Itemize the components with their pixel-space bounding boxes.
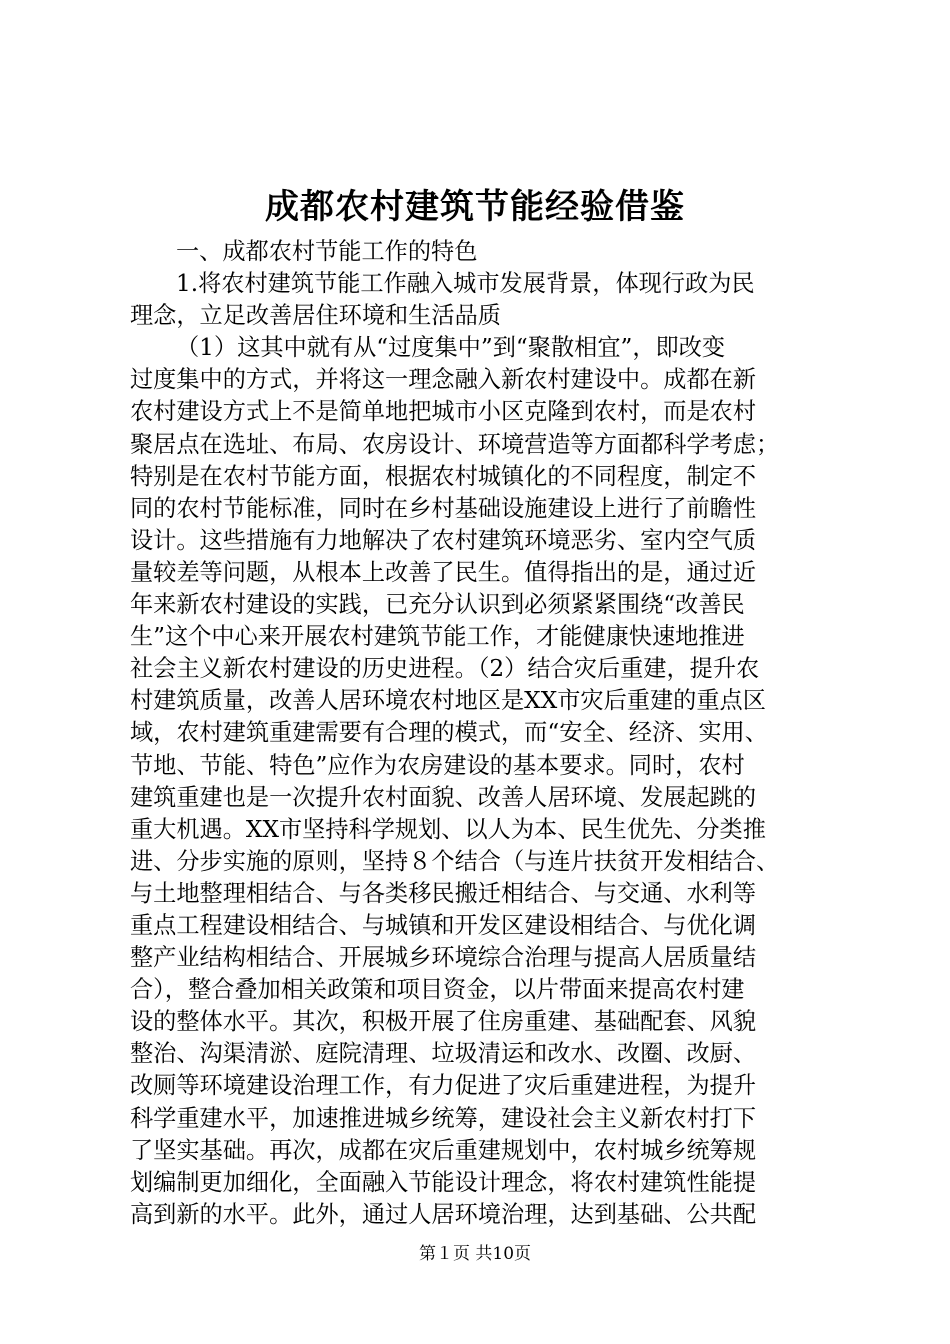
paragraph-line: （1）这其中就有从“过度集中”到“聚散相宜”，即改变	[176, 334, 726, 362]
paragraph-line: 与土地整理相结合、与各类移民搬迁相结合、与交通、水利等	[130, 879, 757, 907]
paragraph-line: 划编制更加细化，全面融入节能设计理念，将农村建筑性能提	[130, 1168, 757, 1196]
paragraph-line: 同的农村节能标准，同时在乡村基础设施建设上进行了前瞻性	[130, 494, 757, 522]
paragraph-line: 特别是在农村节能方面，根据农村城镇化的不同程度，制定不	[130, 462, 757, 490]
paragraph-line: 1.将农村建筑节能工作融入城市发展背景，体现行政为民	[176, 270, 755, 298]
paragraph-line: 聚居点在选址、布局、农房设计、环境营造等方面都科学考虑；	[130, 430, 780, 458]
paragraph-line: 村建筑质量，改善人居环境农村地区是XX市灾后重建的重点区	[130, 687, 766, 715]
paragraph-line: 过度集中的方式，并将这一理念融入新农村建设中。成都在新	[130, 366, 757, 394]
paragraph-line: 年来新农村建设的实践，已充分认识到必须紧紧围绕“改善民	[130, 591, 745, 619]
paragraph-line: 高到新的水平。此外，通过人居环境治理，达到基础、公共配	[130, 1200, 757, 1228]
paragraph-line: 设计。这些措施有力地解决了农村建筑环境恶劣、室内空气质	[130, 526, 757, 554]
page-footer: 第１页 共10页	[418, 1244, 532, 1264]
paragraph-line: 合），整合叠加相关政策和项目资金，以片带面来提高农村建	[130, 976, 745, 1004]
paragraph-line: 生”这个中心来开展农村建筑节能工作，才能健康快速地推进	[130, 623, 745, 651]
paragraph-line: 整治、沟渠清淤、庭院清理、垃圾清运和改水、改圈、改厨、	[130, 1040, 757, 1068]
paragraph-line: 改厕等环境建设治理工作，有力促进了灾后重建进程，为提升	[130, 1072, 757, 1100]
section-heading: 一、成都农村节能工作的特色	[176, 238, 478, 265]
paragraph-line: 农村建设方式上不是简单地把城市小区克隆到农村，而是农村	[130, 398, 757, 426]
document-body	[130, 236, 830, 1231]
paragraph-line: 设的整体水平。其次，积极开展了住房重建、基础配套、风貌	[130, 1008, 757, 1036]
paragraph-line: 了坚实基础。再次，成都在灾后重建规划中，农村城乡统筹规	[130, 1136, 757, 1164]
paragraph-line: 建筑重建也是一次提升农村面貌、改善人居环境、发展起跳的	[130, 783, 757, 811]
paragraph-line: 科学重建水平，加速推进城乡统筹，建设社会主义新农村打下	[130, 1104, 757, 1132]
document-title: 成都农村建筑节能经验借鉴	[265, 187, 685, 227]
paragraph-line: 社会主义新农村建设的历史进程。（2）结合灾后重建，提升农	[130, 655, 760, 683]
paragraph-line: 节地、节能、特色”应作为农房建设的基本要求。同时，农村	[130, 751, 745, 779]
paragraph-line: 量较差等问题，从根本上改善了民生。值得指出的是，通过近	[130, 558, 757, 586]
paragraph-line: 理念，立足改善居住环境和生活品质	[130, 302, 501, 330]
paragraph-line: 域，农村建筑重建需要有合理的模式，而“安全、经济、实用、	[130, 719, 768, 747]
paragraph-line: 重点工程建设相结合、与城镇和开发区建设相结合、与优化调	[130, 911, 757, 939]
paragraph-line: 重大机遇。XX市坚持科学规划、以人为本、民生优先、分类推	[130, 815, 766, 843]
paragraph-line: 进、分步实施的原则，坚持８个结合（与连片扶贫开发相结合、	[130, 847, 780, 875]
paragraph-line: 整产业结构相结合、开展城乡环境综合治理与提高人居质量结	[130, 944, 757, 972]
